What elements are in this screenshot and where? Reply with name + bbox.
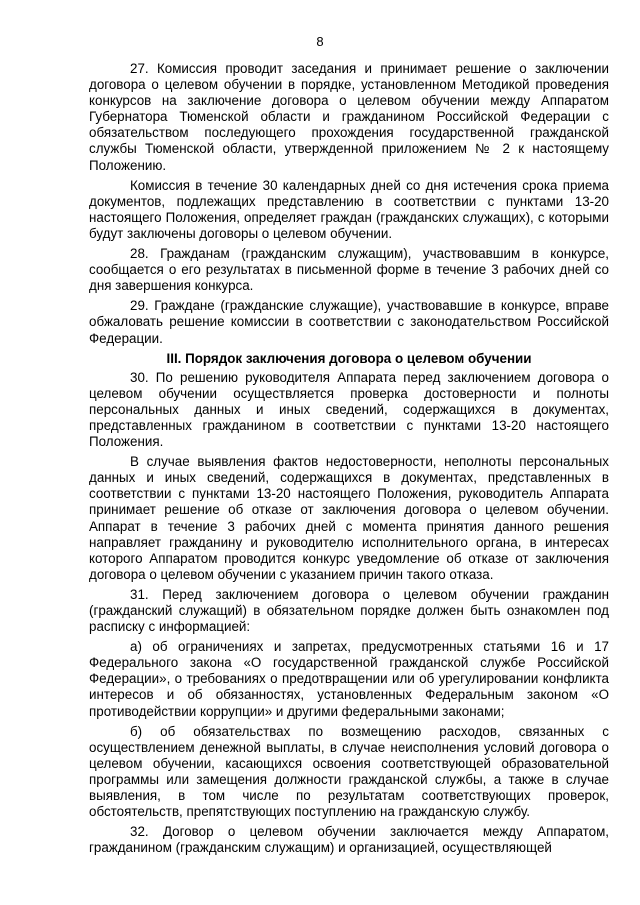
paragraph-refusal: В случае выявления фактов недостоверности, неполноты персональных данных и иных сведений, содержащихся в документах, представленных в соответствии с пунктами 13-20 настоящего Положения, руководитель Аппарата принимает решение об отказе от заключения договора о целевом обучении. Аппарат в течение 3 рабочих дней с момента принятия данного решения направляет гражданину и руководителю исполнительного органа, в интересах которого Аппаратом проводится конкурс уведомление об отказе от заключения договора о целевом обучении с указанием причин такого отказа. (89, 454, 609, 582)
list-item-a: а) об ограничениях и запретах, предусмотренных статьями 16 и 17 Федерального закона «О государственной гражданской службе Российской Федерации», о требованиях о предотвращении или об урегулировании конфликта интересов и об обязанностях, установленных Федеральным законом «О противодействии коррупции» и другими федеральными законами; (89, 639, 609, 719)
paragraph-30: 30. По решению руководителя Аппарата перед заключением договора о целевом обучении осуществляется проверка достоверности и полноты персональных данных и иных сведений, содержащихся в документах, представленных гражданином в соответствии с пунктами 13-20 настоящего Положения. (89, 369, 609, 450)
paragraph-27: 27. Комиссия проводит заседания и принимает решение о заключении договора о целевом обучении в порядке, установленном Методикой проведения конкурсов на заключение договора о целевом обучении между Аппаратом Губернатора Тюменской области и гражданином Российской Федерации с обязательством последующего прохождения государственной гражданской службы Тюменской области, утвержденной приложением № 2 к настоящему Положению. (89, 61, 609, 173)
list-item-b: б) об обязательствах по возмещению расходов, связанных с осуществлением денежной выплаты, в случае неисполнения условий договора о целевом обучении, касающихся освоения соответствующей образовательной программы или замещения должности гражданской службы, а также в случае выявления, в том числе по результатам соответствующих проверок, обстоятельств, препятствующих поступлению на гражданскую службу. (89, 723, 609, 820)
paragraph-29: 29. Граждане (гражданские служащие), участвовавшие в конкурсе, вправе обжаловать решение комиссии в соответствии с законодательством Российской Федерации. (89, 298, 609, 346)
section-heading: III. Порядок заключения договора о целевом обучении (166, 350, 532, 366)
document-body (89, 61, 609, 860)
paragraph-32: 32. Договор о целевом обучении заключается между Аппаратом, гражданином (гражданским служащим) и организацией, осуществляющей (89, 824, 609, 856)
paragraph-commission-term: Комиссия в течение 30 календарных дней со дня истечения срока приема документов, подлежащих представлению в соответствии с пунктами 13-20 настоящего Положения, определяет граждан (гражданских служащих), с которыми будут заключены договоры о целевом обучении. (89, 177, 609, 241)
page-number: 8 (316, 34, 324, 49)
paragraph-31: 31. Перед заключением договора о целевом обучении гражданин (гражданский служащий) в обязательном порядке должен быть ознакомлен под расписку с информацией: (89, 586, 609, 635)
paragraph-28: 28. Гражданам (гражданским служащим), участвовавшим в конкурсе, сообщается о его результатах в письменной форме в течение 3 рабочих дней со дня завершения конкурса. (89, 246, 609, 294)
